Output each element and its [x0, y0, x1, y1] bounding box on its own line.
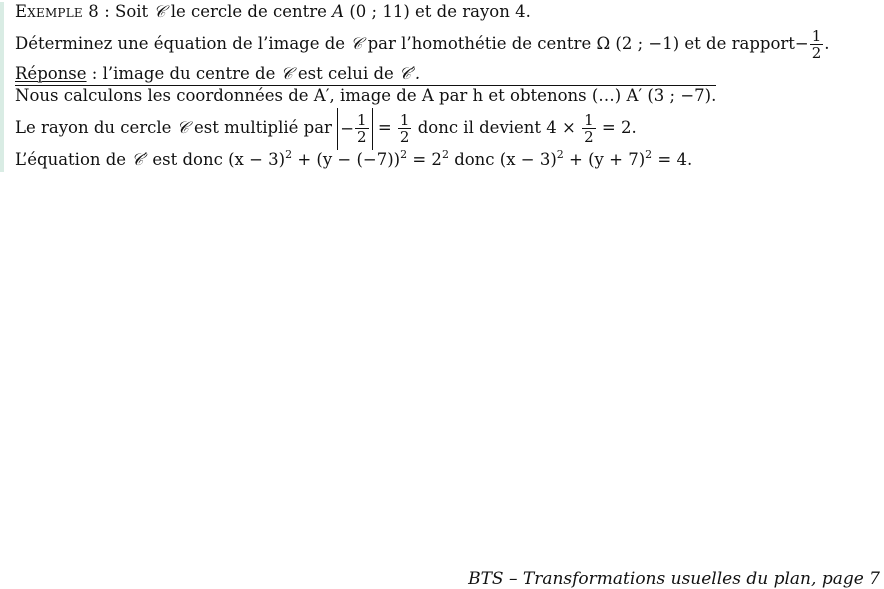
answer-line-2 — [15, 86, 716, 106]
curve-symbol-a: 𝒞 — [280, 64, 293, 83]
half-num: 1 — [399, 111, 410, 129]
abs-sign: − — [340, 118, 355, 138]
answer-line4-d: = 2 — [412, 150, 442, 169]
curve-prime-symbol: 𝒞′. — [399, 64, 421, 83]
answer-line-1 — [15, 64, 420, 84]
exp-4: 2 — [556, 148, 564, 161]
answer-line-4 — [15, 150, 692, 170]
answer-line3-end: = 2. — [601, 118, 637, 137]
half-fraction — [398, 112, 412, 145]
equals-sign: = — [377, 118, 392, 137]
curve-symbol-q: 𝒞 — [350, 34, 363, 53]
answer-line2-text: Nous calculons les coordonnées de A′, image de A par h et obtenons (…) A′ (3 ; −7). — [15, 86, 717, 105]
statement-mid: le cercle de centre — [170, 2, 327, 21]
half-den: 2 — [399, 128, 410, 146]
omega-symbol: Ω — [596, 34, 611, 53]
answer-line3-b: est multiplié par — [193, 118, 332, 137]
example-block — [0, 2, 860, 172]
curve-symbol: 𝒞 — [153, 2, 166, 21]
ratio-fraction — [810, 28, 824, 61]
curve-symbol-r: 𝒞 — [176, 118, 189, 137]
page-footer: BTS – Transformations usuelles du plan, page 7 — [468, 569, 880, 589]
answer-line4-a: L’équation de — [15, 150, 127, 169]
abs-fraction — [355, 112, 369, 145]
answer-line4-e: donc (x − 3) — [454, 150, 557, 169]
center-point: A — [332, 2, 345, 21]
answer-line4-g: = 4. — [657, 150, 693, 169]
half-num-2: 1 — [584, 111, 594, 129]
statement-end: et de rayon 4. — [415, 2, 531, 21]
answer-label: Réponse — [15, 64, 87, 83]
ratio-den: 2 — [811, 44, 822, 62]
half-fraction-2 — [582, 112, 596, 145]
answer-line-3 — [15, 106, 637, 150]
answer-line3-a: Le rayon du cercle — [15, 118, 172, 137]
example-statement — [15, 2, 531, 22]
answer-line3-c: donc il devient 4 × — [417, 118, 576, 137]
question-line — [15, 22, 830, 66]
exp-2: 2 — [400, 148, 408, 161]
answer-line4-c: + (y − (−7)) — [297, 150, 401, 169]
example-side-bar — [0, 2, 4, 172]
example-label: Exemple 8 — [15, 2, 99, 21]
half-den-2: 2 — [584, 128, 594, 146]
exp-1: 2 — [285, 148, 293, 161]
question-text-b: par l’homothétie de centre — [367, 34, 592, 53]
statement-intro: : Soit — [104, 2, 149, 21]
absolute-value — [337, 108, 372, 150]
omega-coords: (2 ; −1) — [615, 34, 680, 53]
question-end: . — [824, 34, 830, 53]
ratio-sign: − — [794, 34, 809, 53]
curve-prime-plain: 𝒞′ — [131, 150, 148, 169]
exp-5: 2 — [645, 148, 653, 161]
question-text-c: et de rapport — [684, 34, 795, 53]
answer-line1-a: : l’image du centre de — [91, 64, 276, 83]
abs-den: 2 — [357, 128, 367, 146]
abs-num: 1 — [357, 111, 367, 129]
ratio-num: 1 — [811, 27, 822, 45]
center-coords: (0 ; 11) — [349, 2, 410, 21]
question-text-a: Déterminez une équation de l’image de — [15, 34, 346, 53]
answer-line1-b: est celui de — [297, 64, 394, 83]
exp-3: 2 — [441, 148, 449, 161]
answer-line4-b: est donc (x − 3) — [152, 150, 286, 169]
answer-line4-f: + (y + 7) — [569, 150, 646, 169]
